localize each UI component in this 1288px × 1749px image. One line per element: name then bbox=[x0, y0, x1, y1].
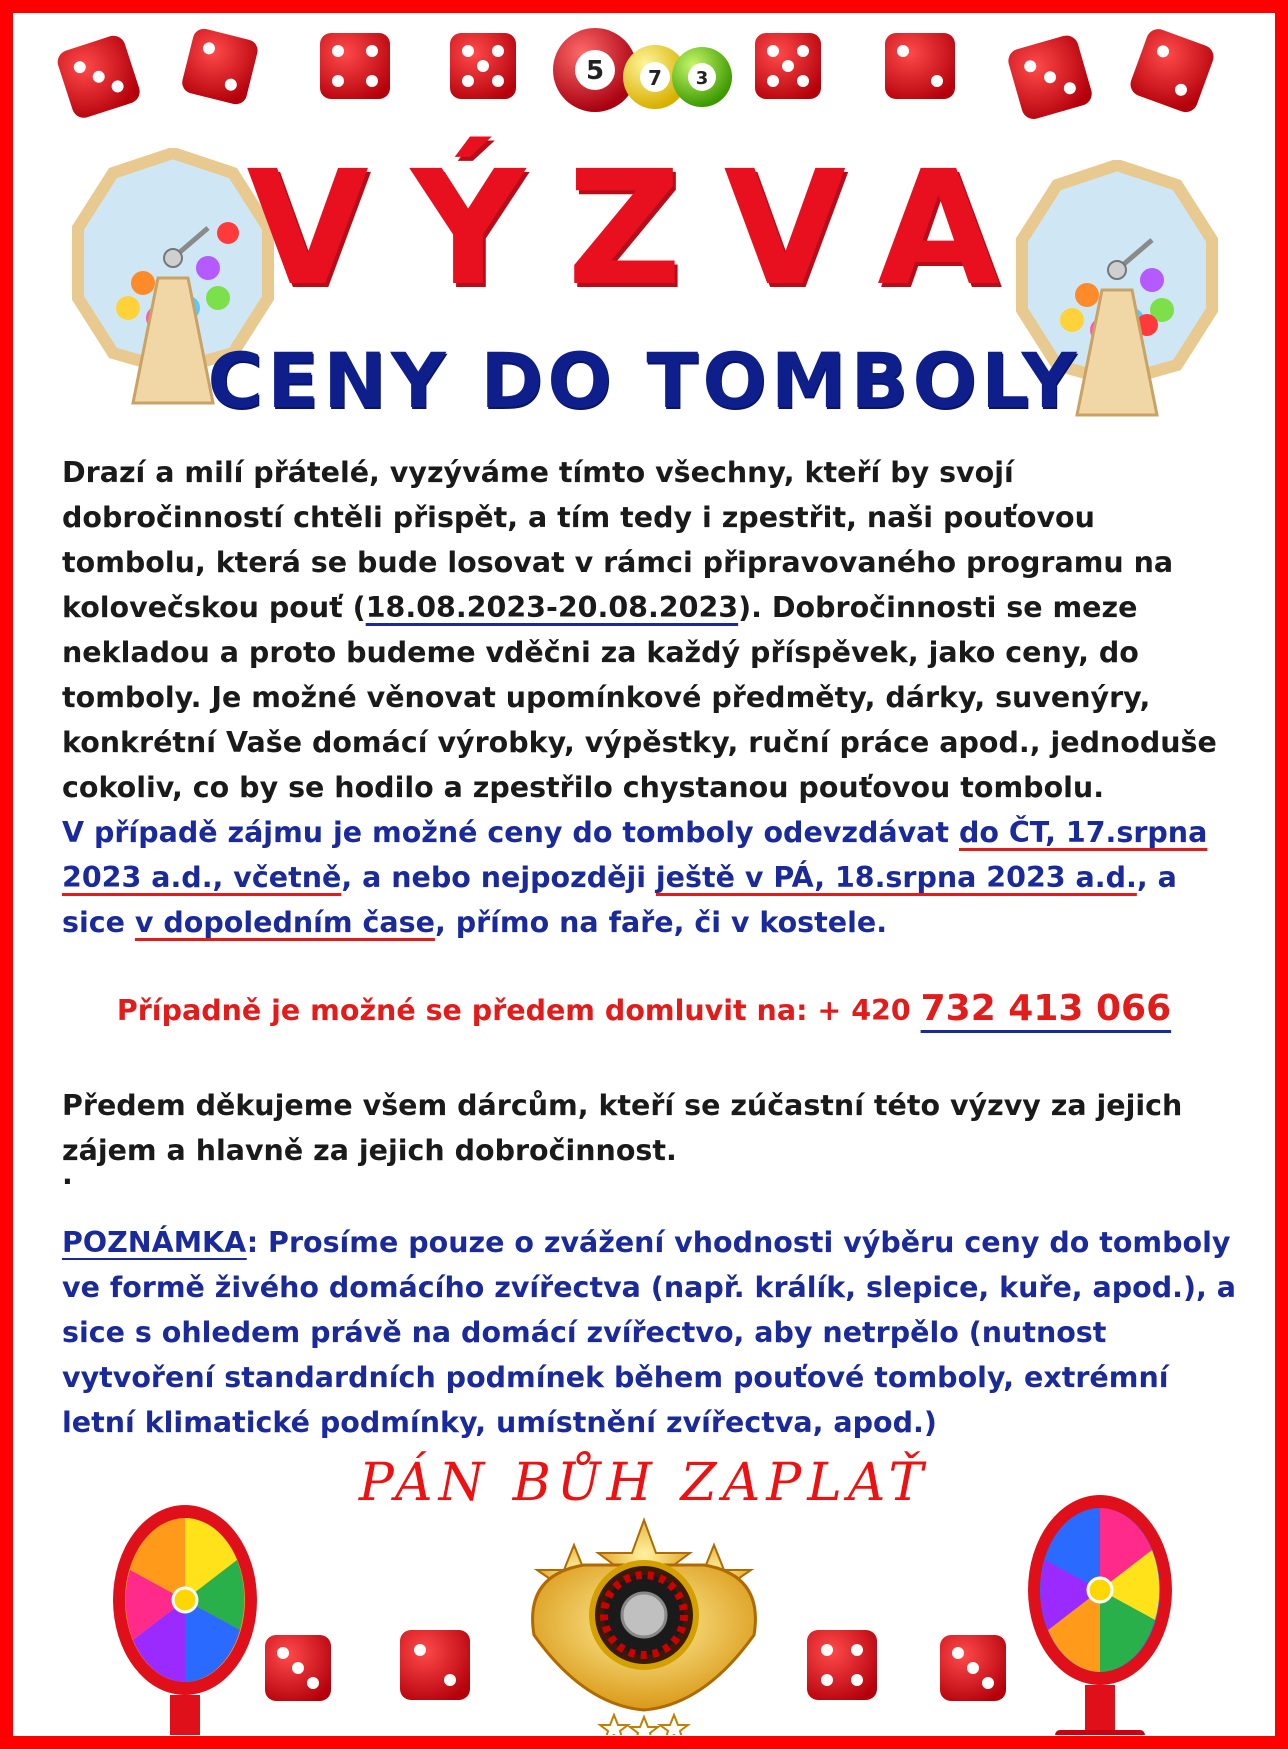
die-icon bbox=[885, 33, 955, 99]
die-icon bbox=[450, 33, 516, 99]
phone-number: 732 413 066 bbox=[920, 988, 1172, 1029]
die-icon bbox=[940, 1635, 1006, 1701]
event-dates: 18.08.2023-20.08.2023 bbox=[365, 591, 739, 624]
die-icon bbox=[55, 33, 143, 121]
die-icon bbox=[807, 1630, 877, 1700]
svg-text:7: 7 bbox=[648, 66, 662, 90]
note-label: POZNÁMKA bbox=[62, 1226, 247, 1259]
svg-text:3: 3 bbox=[695, 68, 709, 89]
die-icon bbox=[1127, 26, 1217, 116]
die-icon bbox=[400, 1630, 470, 1700]
svg-text:5: 5 bbox=[585, 56, 605, 86]
thanks-paragraph: Předem děkujeme všem dárcům, kteří se zúčastní této výzvy za jejich zájem a hlavně za jejich dobročinnost. bbox=[62, 1089, 1183, 1167]
contact-line: Případně je možné se předem domluvit na: + 420 732 413 066 bbox=[116, 988, 1172, 1029]
deadline-morning: v dopoledním čase bbox=[134, 906, 435, 939]
page-subtitle: CENY DO TOMBOLY bbox=[207, 336, 1081, 425]
roulette-icon bbox=[533, 1520, 756, 1735]
die-icon bbox=[265, 1635, 331, 1701]
die-icon bbox=[320, 33, 390, 99]
bottom-decoration bbox=[15, 1440, 1273, 1735]
separator-dot: . bbox=[62, 1158, 73, 1191]
die-icon bbox=[755, 33, 821, 99]
blessing: PÁN BŮH ZAPLAŤ bbox=[358, 1453, 930, 1513]
die-icon bbox=[180, 27, 260, 107]
deadline-friday: ještě v PÁ, 18.srpna 2023 a.d. bbox=[655, 861, 1137, 894]
die-icon bbox=[1006, 33, 1095, 122]
bingo-balls-icon bbox=[553, 28, 732, 112]
top-decoration bbox=[15, 15, 1273, 140]
delivery-paragraph: V případě zájmu je možné ceny do tomboly odevzdávat do ČT, 17.srpna 2023 a.d., včetně, a nebo nejpozději ještě v PÁ, 18.srpna 2023 a.d., a sice v dopoledním čase, přímo na faře, či v kostele. bbox=[62, 816, 1208, 939]
note-paragraph: POZNÁMKA: Prosíme pouze o zvážení vhodnosti výběru ceny do tomboly ve formě živého domácího zvířectva (např. králík, slepice, kuře, apod.), a sice s ohledem právě na domácí zvířectvo, aby netrpělo (nutnost vytvoření standardních podmínek během pouťové tomboly, extrémní letní klimatické podmínky, umístnění zvířectva, apod.) bbox=[62, 1226, 1236, 1439]
fortune-wheel-icon bbox=[113, 1505, 257, 1735]
fortune-wheel-icon bbox=[1028, 1495, 1172, 1735]
deadline-thursday: do ČT, 17.srpna 2023 a.d., včetně bbox=[62, 816, 1208, 894]
intro-paragraph: Drazí a milí přátelé, vyzýváme tímto všechny, kteří by svojí dobročinností chtěli přispět, a tím tedy i zpestřit, naši pouťovou tombolu, která se bude losovat v rámci připravovaného programu na kolovečskou pouť (18.08.2023-20.08.2023). Dobročinnosti se meze nekladou a proto budeme vděčni za každý příspěvek, jako ceny, do tomboly. Je možné věnovat upomínkové předměty, dárky, suvenýry, konkrétní Vaše domácí výrobky, výpěstky, ruční práce apod., jednoduše cokoliv, co by se hodilo a zpestřilo chystanou pouťovou tombolu. bbox=[62, 456, 1217, 804]
page-title: VÝZVA bbox=[246, 137, 1042, 321]
